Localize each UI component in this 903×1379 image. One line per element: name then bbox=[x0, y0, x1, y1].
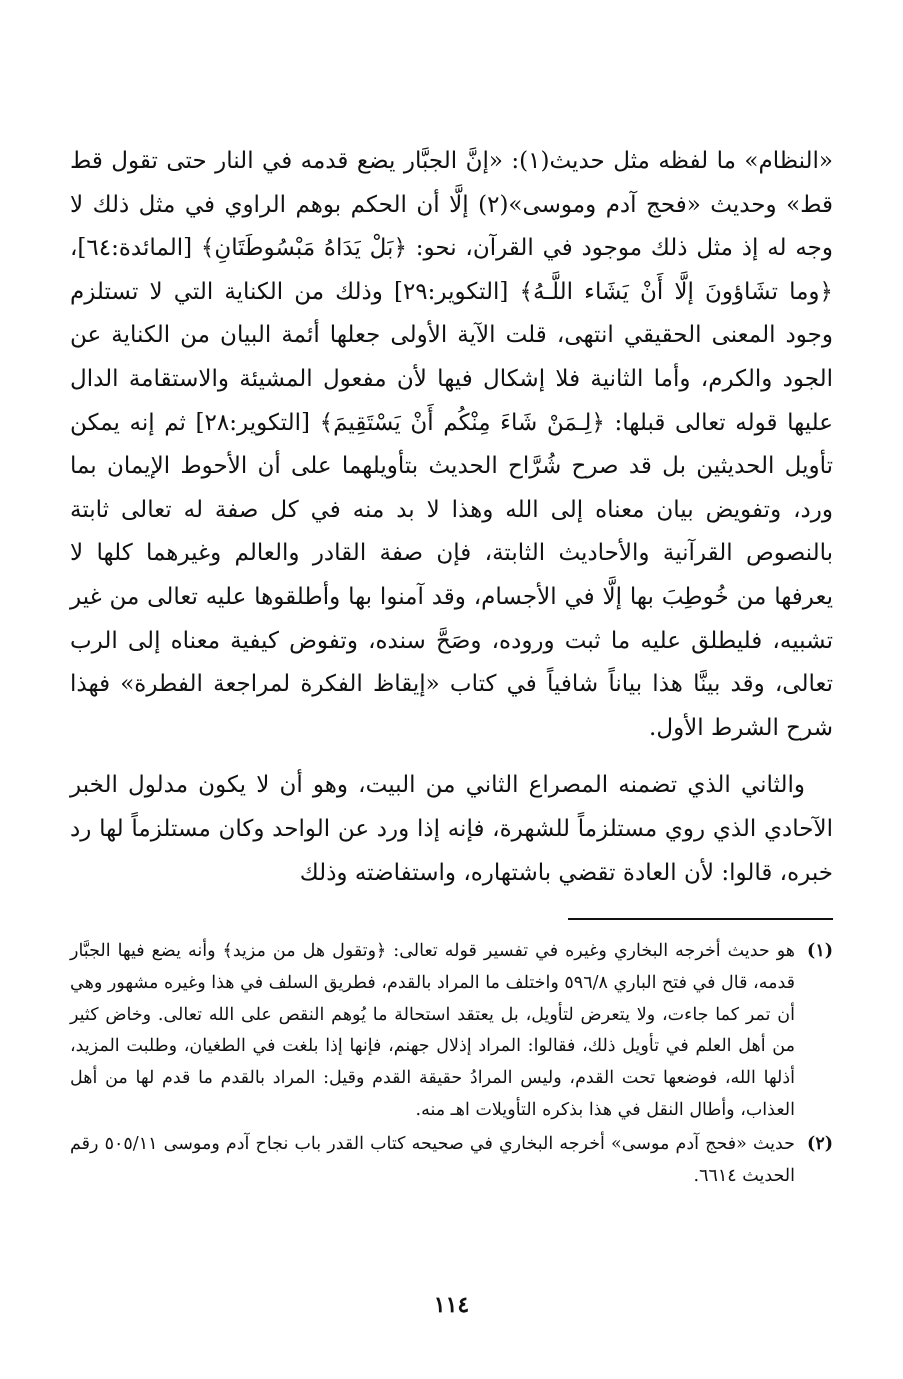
footnotes bbox=[70, 936, 833, 1194]
footnote-2-text: حديث «فحج آدم موسى» أخرجه البخاري في صحيحه كتاب القدر باب نجاح آدم وموسى ٥٠٥/١١ رقم الحديث ٦٦١٤. bbox=[70, 1133, 796, 1186]
page-number: ١١٤ bbox=[433, 1292, 470, 1318]
footnote-1-text: هو حديث أخرجه البخاري وغيره في تفسير قوله تعالى: ﴿وتقول هل من مزيد﴾ وأنه يضع فيها الجبَّار قدمه، قال في فتح الباري ٥٩٦/٨ واختلف ما المراد بالقدم، فطريق السلف في هذا وغيره مشهور وهي أن تمر كما جاءت، ولا يتعرض لتأويل، بل يعتقد استحالة ما يُوهم النقص على الله تعالى. وخاض كثير من أهل العلم في تأويل ذلك، فقالوا: المراد إذلال جهنم، فإنها إذا بلغت في الطغيان، وطلبت المزيد، أذلها الله، فوضعها تحت القدم، وليس المرادُ حقيقة القدم وقيل: المراد بالقدم ما قدم لها من أهل العذاب، وأطال النقل في هذا بذكره التأويلات اهـ منه. bbox=[70, 941, 796, 1120]
footnote-1-number: (١) bbox=[807, 941, 833, 961]
page-body bbox=[70, 140, 833, 895]
footnote-1 bbox=[70, 936, 833, 1127]
paragraph-1: «النظام» ما لفظه مثل حديث(١): «إنَّ الجبَّار يضع قدمه في النار حتى تقول قط قط» وحديث «فحج آدم وموسى»(٢) إلَّا أن الحكم بوهم الراوي في مثل ذلك لا وجه له إذ مثل ذلك موجود في القرآن، نحو: ﴿بَلْ يَدَاهُ مَبْسُوطَتَانِ﴾ [المائدة:٦٤]، ﴿وما تشَاؤونَ إلَّا أَنْ يَشَاء اللَّـهُ﴾ [التكوير:٢٩] وذلك من الكناية التي لا تستلزم وجود المعنى الحقيقي انتهى، قلت الآية الأولى جعلها أئمة البيان من الكناية عن الجود والكرم، وأما الثانية فلا إشكال فيها لأن مفعول المشيئة والاستقامة الدال عليها قوله تعالى قبلها: ﴿لِـمَنْ شَاءَ مِنْكُم أَنْ يَسْتَقِيمَ﴾ [التكوير:٢٨] ثم إنه يمكن تأويل الحديثين بل قد صرح شُرَّاح الحديث بتأويلهما على أن الأحوط الإيمان بما ورد، وتفويض بيان معناه إلى الله وهذا لا بد منه في كل صفة له تعالى ثابتة بالنصوص القرآنية والأحاديث الثابتة، فإن صفة القادر والعالم وغيرهما كلها لا يعرفها من خُوطِبَ بها إلَّا في الأجسام، وقد آمنوا بها وأطلقوها عليه تعالى من غير تشبيه، فليطلق عليه ما ثبت وروده، وصَحَّ سنده، وتفوض كيفية معناه إلى الرب تعالى، وقد بينَّا هذا بياناً شافياً في كتاب «إيقاظ الفكرة لمراجعة الفطرة» فهذا شرح الشرط الأول. bbox=[70, 148, 833, 741]
footnote-2-number: (٢) bbox=[807, 1133, 833, 1154]
paragraph-2: والثاني الذي تضمنه المصراع الثاني من البيت، وهو أن لا يكون مدلول الخبر الآحادي الذي روي مستلزماً للشهرة، فإنه إذا ورد عن الواحد وكان مستلزماً لها رد خبره، قالوا: لأن العادة تقضي باشتهاره، واستفاضته وذلك bbox=[70, 772, 833, 886]
main-text bbox=[70, 140, 833, 895]
footnote-2 bbox=[70, 1129, 833, 1193]
footnote-divider bbox=[568, 918, 833, 920]
